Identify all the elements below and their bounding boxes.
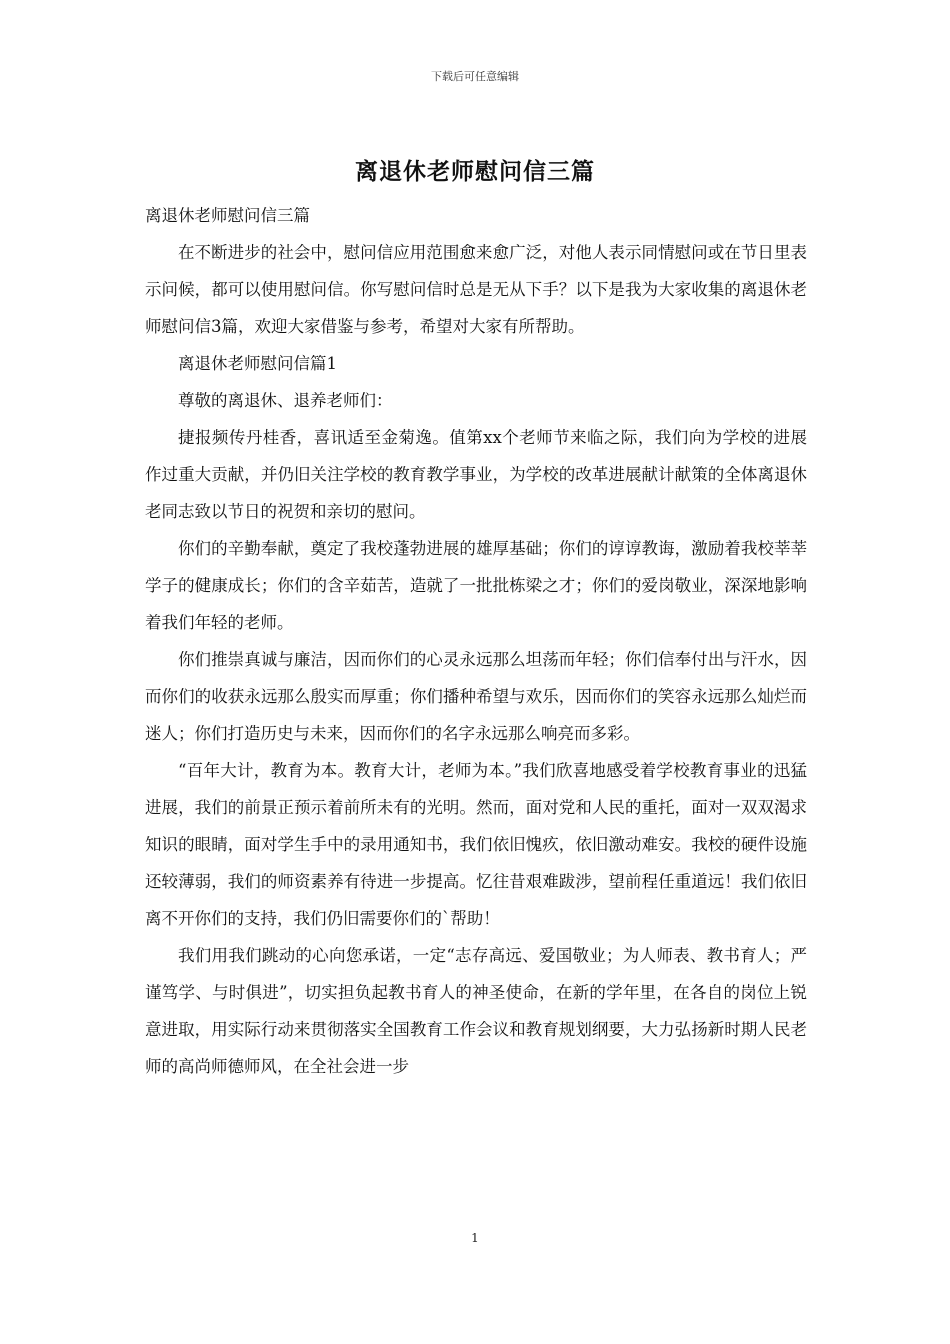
paragraph-body: “百年大计，教育为本。教育大计，老师为本。”我们欣喜地感受着学校教育事业的迅猛进展，我们的前景正预示着前所未有的光明。然而，面对党和人民的重托，面对一双双渴求知识的眼睛，面对学生手中的录用通知书，我们依旧愧疚，依旧激动难安。我校的硬件设施还较薄弱，我们的师资素养有待进一步提高。忆往昔艰难跋涉，望前程任重道远！我们依旧离不开你们的支持，我们仍旧需要你们的`帮助！ [145,761,807,928]
paragraph-intro: 在不断进步的社会中，慰问信应用范围愈来愈广泛，对他人表示同情慰问或在节日里表示问候，都可以使用慰问信。你写慰问信时总是无从下手？以下是我为大家收集的离退休老师慰问信3篇，欢迎大家借鉴与参考，希望对大家有所帮助。 [145,243,807,336]
paragraph-body: 你们的辛勤奉献，奠定了我校蓬勃进展的雄厚基础；你们的谆谆教诲，激励着我校莘莘学子的健康成长；你们的含辛茹苦，造就了一批批栋梁之才；你们的爱岗敬业，深深地影响着我们年轻的老师。 [145,539,807,632]
paragraph-body: 捷报频传丹桂香，喜讯适至金菊逸。值第xx个老师节来临之际，我们向为学校的进展作过重大贡献，并仍旧关注学校的教育教学事业，为学校的改革进展献计献策的全体离退休老同志致以节日的祝贺和亲切的慰问。 [145,428,807,521]
paragraph-salutation: 尊敬的离退休、退养老师们： [178,391,393,410]
paragraph-body: 你们推崇真诚与廉洁，因而你们的心灵永远那么坦荡而年轻；你们信奉付出与汗水，因而你们的收获永远那么殷实而厚重；你们播种希望与欢乐，因而你们的笑容永远那么灿烂而迷人；你们打造历史与未来，因而你们的名字永远那么响亮而多彩。 [145,650,807,743]
paragraph-section-heading: 离退休老师慰问信篇1 [178,354,337,373]
paragraph-body: 我们用我们跳动的心向您承诺，一定“志存高远、爱国敬业；为人师表、教书育人；严谨笃学、与时俱进”，切实担负起教书育人的神圣使命，在新的学年里，在各自的岗位上锐意进取，用实际行动来贯彻落实全国教育工作会议和教育规划纲要，大力弘扬新时期人民老师的高尚师德师风，在全社会进一步 [145,946,807,1076]
page-header-note: 下载后可任意编辑 [431,70,519,83]
document-body [145,197,807,1085]
page-number: 1 [471,1231,479,1245]
paragraph-subtitle: 离退休老师慰问信三篇 [145,206,310,225]
document-title: 离退休老师慰问信三篇 [355,158,595,185]
